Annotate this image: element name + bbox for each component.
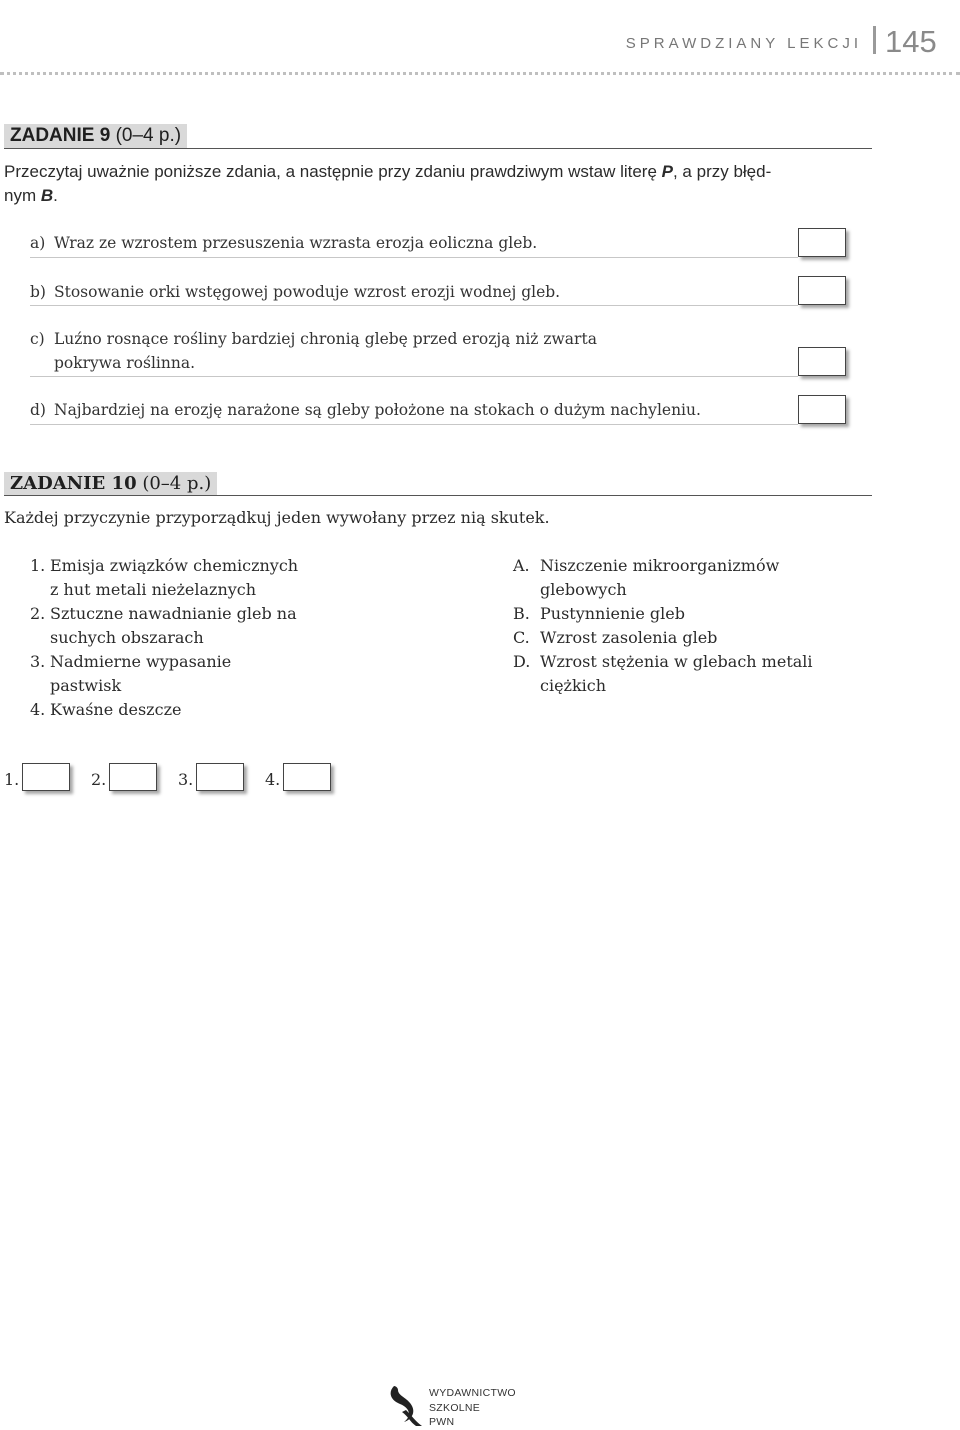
statement-letter: a) <box>30 234 46 252</box>
statement-rule <box>30 376 798 377</box>
answer-label-4: 4. <box>265 770 281 789</box>
task9-header <box>4 124 872 149</box>
letter-p: P <box>661 162 673 181</box>
task9-label <box>4 124 187 148</box>
statement-text: pokrywa roślinna. <box>54 354 195 372</box>
cause-item <box>30 554 330 602</box>
cause-number: 2. <box>30 604 46 623</box>
statement-text: Stosowanie orki wstęgowej powoduje wzrost erozji wodnej gleb. <box>54 283 561 301</box>
effect-letter: B. <box>513 604 530 623</box>
causes-list <box>30 554 330 722</box>
cause-text: z hut metali nieżelaznych <box>50 580 257 599</box>
task10-header <box>4 472 872 496</box>
statement-text: Najbardziej na erozję narażone są gleby położone na stokach o dużym nachyleniu. <box>54 401 701 419</box>
statement-text: Wraz ze wzrostem przesuszenia wzrasta erozja eoliczna gleb. <box>54 234 538 252</box>
instruction-text: Przeczytaj uważnie poniższe zdania, a następnie przy zdaniu prawdziwym wstaw literę <box>4 162 662 181</box>
header-divider <box>873 26 876 54</box>
cause-text: Nadmierne wypasanie <box>50 652 232 671</box>
cause-item <box>30 698 330 722</box>
cause-number: 4. <box>30 700 46 719</box>
answer-box-2[interactable] <box>109 763 157 791</box>
cause-text: pastwisk <box>50 676 122 695</box>
answer-box-b[interactable] <box>798 276 846 305</box>
answer-label-2: 2. <box>91 770 107 789</box>
statement-text: Luźno rosnące rośliny bardziej chronią glebę przed erozją niż zwarta <box>54 330 597 348</box>
task10-instruction: Każdej przyczynie przyporządkuj jeden wywołany przez nią skutek. <box>4 508 550 527</box>
statement-b <box>30 280 800 304</box>
statement-c <box>30 327 800 375</box>
effect-text: Wzrost stężenia w glebach metali <box>540 652 813 671</box>
publisher-line: WYDAWNICTWO <box>429 1387 516 1399</box>
task9-instruction <box>4 160 884 208</box>
statement-rule <box>30 305 798 306</box>
instruction-text: . <box>53 186 58 205</box>
task10-points: (0–4 p.) <box>142 473 212 494</box>
effect-text: Niszczenie mikroorganizmów <box>540 556 780 575</box>
answer-box-c[interactable] <box>798 347 846 376</box>
cause-item <box>30 602 330 650</box>
answer-label-3: 3. <box>178 770 194 789</box>
publisher-line: PWN <box>429 1416 455 1428</box>
statement-letter: d) <box>30 401 46 419</box>
effect-item <box>513 554 853 602</box>
task10-label <box>4 472 217 495</box>
cause-text: Sztuczne nawadnianie gleb na <box>50 604 297 623</box>
answer-box-1[interactable] <box>22 763 70 791</box>
running-head: SPRAWDZIANY LEKCJI <box>625 35 862 52</box>
cause-text: Emisja związków chemicznych <box>50 556 299 575</box>
statement-rule <box>30 424 798 425</box>
task9-points: (0–4 p.) <box>115 125 182 146</box>
statement-a <box>30 231 800 255</box>
effect-item <box>513 602 853 626</box>
statement-d <box>30 398 800 422</box>
cause-item <box>30 650 330 698</box>
effect-letter: D. <box>513 652 531 671</box>
statement-rule <box>30 257 798 258</box>
task9-title: ZADANIE 9 <box>10 125 111 146</box>
answer-box-3[interactable] <box>196 763 244 791</box>
page-number: 145 <box>885 24 937 59</box>
statement-letter: c) <box>30 330 45 348</box>
statement-letter: b) <box>30 283 46 301</box>
effect-text: glebowych <box>540 580 627 599</box>
answer-box-d[interactable] <box>798 395 846 424</box>
effect-text: ciężkich <box>540 676 607 695</box>
effect-text: Pustynnienie gleb <box>540 604 685 623</box>
cause-text: suchych obszarach <box>50 628 204 647</box>
effect-item <box>513 626 853 650</box>
effect-text: Wzrost zasolenia gleb <box>540 628 718 647</box>
instruction-text: , a przy błęd- <box>672 162 772 181</box>
task10-title: ZADANIE 10 <box>10 473 137 494</box>
cause-number: 1. <box>30 556 46 575</box>
effect-letter: A. <box>513 556 530 575</box>
cause-text: Kwaśne deszcze <box>50 700 182 719</box>
effect-letter: C. <box>513 628 530 647</box>
instruction-text: nym <box>4 186 41 205</box>
effects-list <box>513 554 853 698</box>
cause-number: 3. <box>30 652 46 671</box>
answer-label-1: 1. <box>4 770 20 789</box>
answer-box-a[interactable] <box>798 228 846 257</box>
publisher-name <box>429 1386 516 1430</box>
dotted-rule <box>0 72 960 75</box>
publisher-line: SZKOLNE <box>429 1401 481 1414</box>
answer-box-4[interactable] <box>283 763 331 791</box>
letter-b: B <box>40 186 54 205</box>
publisher-logo-icon <box>386 1382 426 1428</box>
effect-item <box>513 650 853 698</box>
